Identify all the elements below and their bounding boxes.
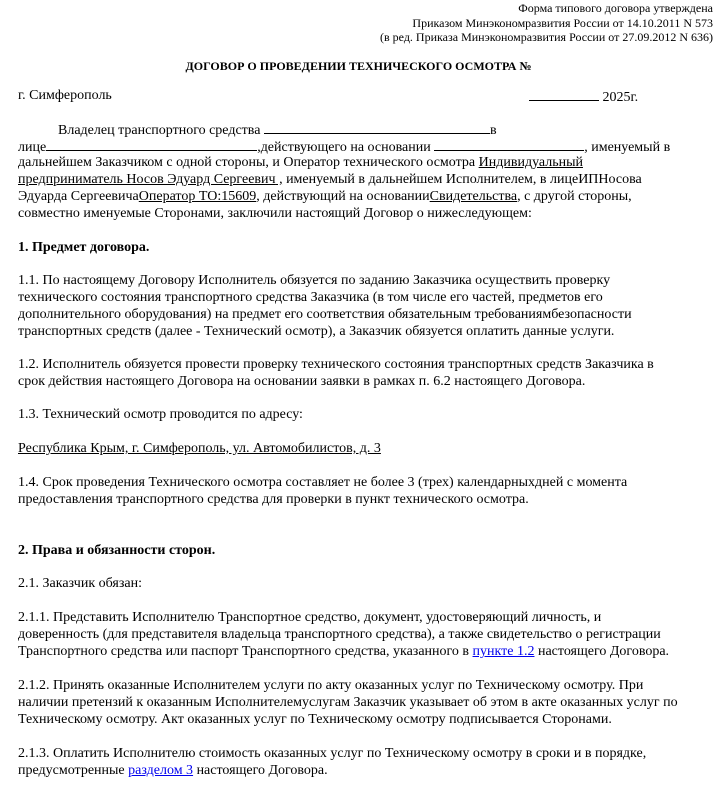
preamble-line-3 — [18, 155, 583, 171]
date-blank[interactable] — [529, 88, 599, 101]
preamble-text: ,действующего на основании — [257, 140, 431, 155]
preamble-line-5 — [18, 189, 632, 205]
clause-1-2-line: срок действия настоящего Договора на основании заявки в рамках п. 6.2 настоящего Договора. — [18, 374, 586, 389]
clause-1-1-line: технического состояния транспортного средства Заказчика (в том числе его частей, предметов его — [18, 290, 603, 305]
preamble-text: Эдуарда Сергеевича — [18, 189, 139, 204]
clause-1-3: 1.3. Технический осмотр проводится по адресу: — [18, 407, 303, 422]
year: 2025г. — [602, 90, 639, 105]
clause-1-1-line: 1.1. По настоящему Договору Исполнитель обязуется по заданию Заказчика осуществить проверку — [18, 273, 611, 288]
clause-text: предусмотренные — [18, 763, 129, 778]
clause-2-1-1-line — [18, 644, 669, 660]
approval-note-line-3: (в ред. Приказа Минэкономразвития России от 27.09.2012 N 636) — [380, 30, 713, 44]
clause-2-1-1-line: доверенность (для представителя владельца транспортного средства), а также свидетельство о регистрации — [18, 627, 661, 642]
preamble-text: , с другой стороны, — [517, 189, 632, 204]
preamble-text: , действующий на основании — [256, 189, 430, 204]
clause-1-4-line: предоставления транспортного средства для проверки в пункт технического осмотра. — [18, 492, 529, 507]
clause-text: Транспортного средства или паспорт Транспортного средства, указанного в — [18, 644, 473, 659]
operator-code: Оператор ТО:15609 — [138, 189, 257, 204]
preamble-line-1 — [58, 121, 497, 139]
clause-text: настоящего Договора. — [193, 763, 328, 778]
preamble-text: Владелец транспортного средства — [58, 123, 261, 138]
clause-2-1-1-line: 2.1.1. Представить Исполнителю Транспортное средство, документ, удостоверяющий личность, и — [18, 610, 602, 625]
section-1-heading: 1. Предмет договора. — [18, 240, 150, 255]
clause-1-4-line: 1.4. Срок проведения Технического осмотра составляет не более 3 (трех) календарныхдней с момента — [18, 475, 628, 490]
approval-note-line-2: Приказом Минэкономразвития России от 14.10.2011 N 573 — [412, 16, 713, 30]
clause-2-1-3-line — [18, 763, 328, 779]
operator-name-part-1: Индивидуальный — [478, 155, 583, 170]
preamble-text: именуемый в дальнейшем Исполнителем, в лицеИПНосова — [282, 172, 642, 187]
clause-2-1-2-line: 2.1.2. Принять оказанные Исполнителем услуги по акту оказанных услуг по Техническому осмотру. При — [18, 678, 644, 693]
preamble-line-4 — [18, 172, 642, 188]
link-section-3[interactable]: разделом 3 — [128, 763, 194, 778]
owner-name-blank[interactable] — [264, 121, 490, 134]
section-2-heading: 2. Права и обязанности сторон. — [18, 543, 216, 558]
clause-2-1-2-line: наличии претензий к оказанным Исполнителемуслугам Заказчик указывает об этом в акте оказанных услуг по — [18, 695, 678, 710]
basis-blank[interactable] — [434, 138, 584, 151]
preamble-text: , — [275, 172, 283, 187]
clause-text: настоящего Договора. — [534, 644, 670, 659]
date-line — [529, 88, 638, 106]
preamble-text: лице — [18, 140, 47, 155]
inspection-address: Республика Крым, г. Симферополь, ул. Автомобилистов, д. 3 — [18, 441, 381, 456]
preamble-line-2 — [18, 138, 670, 156]
clause-1-2-line: 1.2. Исполнитель обязуется провести проверку технического состояния транспортных средств Заказчика в — [18, 357, 654, 372]
clause-2-1-3-line: 2.1.3. Оплатить Исполнителю стоимость оказанных услуг по Техническому осмотру в сроки и в порядке, — [18, 746, 647, 761]
basis-document: Свидетельства — [429, 189, 518, 204]
clause-1-1-line: дополнительного оборудования) на предмет его соответствия обязательным требованиямбезопасности — [18, 307, 632, 322]
clause-2-1-2-line: Техническому осмотру. Акт оказанных услуг по Техническому осмотру подписывается Сторонами. — [18, 712, 612, 727]
city: г. Симферополь — [18, 88, 112, 103]
clause-1-1-line: транспортных средств (далее - Технический осмотр), а Заказчик обязуется оплатить данные услуги. — [18, 324, 615, 339]
preamble-text: , именуемый в — [584, 140, 671, 155]
preamble-text: в — [489, 123, 497, 138]
clause-2-1: 2.1. Заказчик обязан: — [18, 576, 142, 591]
document-title: ДОГОВОР О ПРОВЕДЕНИИ ТЕХНИЧЕСКОГО ОСМОТРА № — [185, 59, 532, 73]
approval-note-line-1: Форма типового договора утверждена — [518, 1, 713, 15]
representative-blank[interactable] — [46, 138, 257, 151]
preamble-text: дальнейшем Заказчиком с одной стороны, и Оператор технического осмотра — [18, 155, 476, 170]
operator-name-part-2: предприниматель Носов Эдуард Сергеевич — [18, 172, 276, 187]
preamble-line-6: совместно именуемые Сторонами, заключили настоящий Договор о нижеследующем: — [18, 206, 532, 221]
link-clause-1-2[interactable]: пункте 1.2 — [472, 644, 535, 659]
